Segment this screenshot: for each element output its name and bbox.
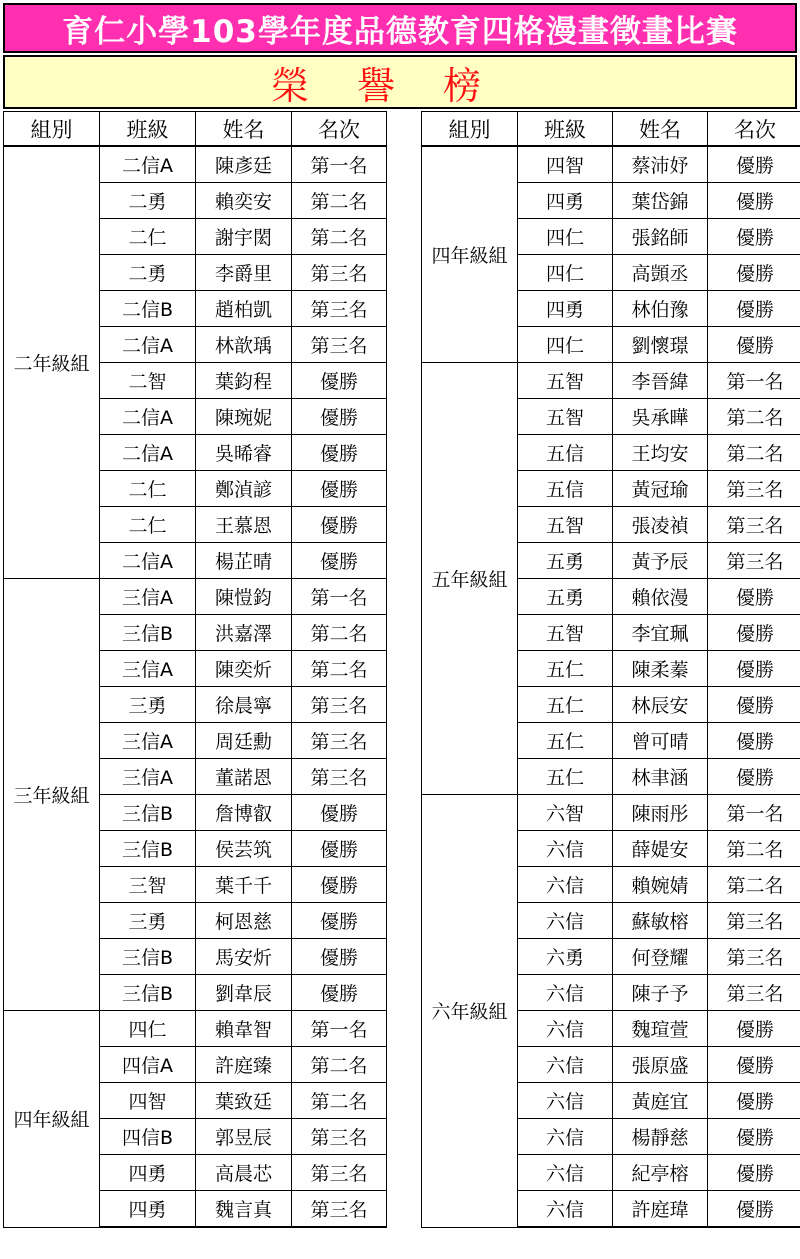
table-row bbox=[4, 903, 800, 939]
rank-cell: 第三名 bbox=[708, 471, 800, 507]
rank-cell: 優勝 bbox=[292, 543, 387, 579]
rank-cell: 第一名 bbox=[708, 363, 800, 399]
group-cell: 六年級組 bbox=[422, 795, 518, 1228]
class-cell: 三信B bbox=[100, 831, 196, 867]
column-gap bbox=[387, 903, 422, 939]
class-cell: 三信A bbox=[100, 759, 196, 795]
class-cell: 三信B bbox=[100, 615, 196, 651]
class-cell: 二勇 bbox=[100, 255, 196, 291]
name-cell: 黃庭宜 bbox=[613, 1083, 708, 1119]
name-cell: 周廷勳 bbox=[196, 723, 292, 759]
table-row bbox=[4, 831, 800, 867]
name-cell: 郭昱辰 bbox=[196, 1119, 292, 1155]
table-row bbox=[4, 579, 800, 615]
table-row bbox=[4, 1047, 800, 1083]
class-cell: 三智 bbox=[100, 867, 196, 903]
group-cell: 二年級組 bbox=[4, 146, 100, 579]
name-cell: 吳承曄 bbox=[613, 399, 708, 435]
group-cell: 三年級組 bbox=[4, 579, 100, 1011]
table-row bbox=[4, 1155, 800, 1191]
class-cell: 五信 bbox=[518, 435, 613, 471]
rank-cell: 優勝 bbox=[708, 759, 800, 795]
table-row bbox=[4, 435, 800, 471]
rank-cell: 第二名 bbox=[292, 1083, 387, 1119]
rank-cell: 第一名 bbox=[292, 146, 387, 183]
class-cell: 四信B bbox=[100, 1119, 196, 1155]
class-cell: 六信 bbox=[518, 1011, 613, 1047]
group-cell: 四年級組 bbox=[4, 1011, 100, 1228]
name-cell: 趙柏凱 bbox=[196, 291, 292, 327]
table-row bbox=[4, 615, 800, 651]
header-group: 組別 bbox=[422, 112, 518, 147]
table-row bbox=[4, 471, 800, 507]
name-cell: 葉致廷 bbox=[196, 1083, 292, 1119]
name-cell: 陳柔蓁 bbox=[613, 651, 708, 687]
rank-cell: 第三名 bbox=[708, 507, 800, 543]
table-row bbox=[4, 1119, 800, 1155]
table-row bbox=[4, 543, 800, 579]
rank-cell: 優勝 bbox=[292, 435, 387, 471]
table-row bbox=[4, 723, 800, 759]
name-cell: 王均安 bbox=[613, 435, 708, 471]
header-group: 組別 bbox=[4, 112, 100, 147]
name-cell: 賴韋智 bbox=[196, 1011, 292, 1047]
class-cell: 五智 bbox=[518, 615, 613, 651]
rank-cell: 第二名 bbox=[708, 831, 800, 867]
class-cell: 二仁 bbox=[100, 471, 196, 507]
class-cell: 五智 bbox=[518, 363, 613, 399]
rank-cell: 優勝 bbox=[708, 615, 800, 651]
column-gap bbox=[387, 219, 422, 255]
name-cell: 柯恩慈 bbox=[196, 903, 292, 939]
rank-cell: 優勝 bbox=[708, 219, 800, 255]
name-cell: 賴奕安 bbox=[196, 183, 292, 219]
class-cell: 五仁 bbox=[518, 759, 613, 795]
class-cell: 三信A bbox=[100, 579, 196, 615]
class-cell: 二智 bbox=[100, 363, 196, 399]
name-cell: 詹博叡 bbox=[196, 795, 292, 831]
name-cell: 林辰安 bbox=[613, 687, 708, 723]
column-gap bbox=[387, 1155, 422, 1191]
rank-cell: 優勝 bbox=[292, 471, 387, 507]
class-cell: 三信B bbox=[100, 975, 196, 1011]
column-gap bbox=[387, 399, 422, 435]
table-row bbox=[4, 146, 800, 183]
table-row bbox=[4, 327, 800, 363]
rank-cell: 第三名 bbox=[708, 543, 800, 579]
name-cell: 張凌禎 bbox=[613, 507, 708, 543]
name-cell: 陳彥廷 bbox=[196, 146, 292, 183]
page-title: 育仁小學103學年度品德教育四格漫畫徵畫比賽 bbox=[3, 3, 797, 53]
table-row bbox=[4, 507, 800, 543]
name-cell: 紀亭榕 bbox=[613, 1155, 708, 1191]
class-cell: 二仁 bbox=[100, 219, 196, 255]
rank-cell: 第三名 bbox=[292, 1119, 387, 1155]
column-gap bbox=[387, 975, 422, 1011]
class-cell: 六信 bbox=[518, 831, 613, 867]
rank-cell: 優勝 bbox=[708, 1155, 800, 1191]
table-row bbox=[4, 939, 800, 975]
name-cell: 鄭湞諺 bbox=[196, 471, 292, 507]
class-cell: 四信A bbox=[100, 1047, 196, 1083]
header-name: 姓名 bbox=[196, 112, 292, 147]
column-gap bbox=[387, 435, 422, 471]
name-cell: 許庭臻 bbox=[196, 1047, 292, 1083]
rank-cell: 第二名 bbox=[708, 399, 800, 435]
column-gap bbox=[387, 507, 422, 543]
table-row bbox=[4, 687, 800, 723]
class-cell: 五智 bbox=[518, 507, 613, 543]
name-cell: 陳琬妮 bbox=[196, 399, 292, 435]
name-cell: 陳子予 bbox=[613, 975, 708, 1011]
table-row bbox=[4, 399, 800, 435]
rank-cell: 優勝 bbox=[292, 975, 387, 1011]
name-cell: 蘇敏榕 bbox=[613, 903, 708, 939]
rank-cell: 第二名 bbox=[292, 615, 387, 651]
class-cell: 四勇 bbox=[100, 1155, 196, 1191]
name-cell: 陳愷鈞 bbox=[196, 579, 292, 615]
class-cell: 四仁 bbox=[518, 255, 613, 291]
name-cell: 楊芷晴 bbox=[196, 543, 292, 579]
rank-cell: 優勝 bbox=[292, 939, 387, 975]
rank-cell: 第三名 bbox=[292, 291, 387, 327]
table-row bbox=[4, 759, 800, 795]
column-gap bbox=[387, 146, 422, 183]
rank-cell: 第三名 bbox=[292, 1191, 387, 1228]
column-gap bbox=[387, 579, 422, 615]
table-row bbox=[4, 651, 800, 687]
name-cell: 楊靜慈 bbox=[613, 1119, 708, 1155]
rank-cell: 優勝 bbox=[708, 579, 800, 615]
group-cell: 四年級組 bbox=[422, 146, 518, 363]
class-cell: 六智 bbox=[518, 795, 613, 831]
class-cell: 四仁 bbox=[518, 327, 613, 363]
name-cell: 馬安炘 bbox=[196, 939, 292, 975]
class-cell: 四勇 bbox=[100, 1191, 196, 1228]
rank-cell: 第二名 bbox=[292, 1047, 387, 1083]
rank-cell: 第二名 bbox=[708, 867, 800, 903]
column-gap bbox=[387, 651, 422, 687]
rank-cell: 優勝 bbox=[708, 1047, 800, 1083]
honor-roll-heading: 榮譽榜 bbox=[3, 55, 797, 109]
rank-cell: 優勝 bbox=[708, 146, 800, 183]
name-cell: 侯芸筑 bbox=[196, 831, 292, 867]
rank-cell: 第三名 bbox=[708, 903, 800, 939]
column-gap bbox=[387, 723, 422, 759]
rank-cell: 第三名 bbox=[292, 1155, 387, 1191]
rank-cell: 優勝 bbox=[292, 903, 387, 939]
column-gap bbox=[387, 471, 422, 507]
rank-cell: 優勝 bbox=[292, 867, 387, 903]
class-cell: 二信A bbox=[100, 399, 196, 435]
rank-cell: 優勝 bbox=[292, 507, 387, 543]
rank-cell: 第一名 bbox=[292, 1011, 387, 1047]
name-cell: 何登耀 bbox=[613, 939, 708, 975]
rank-cell: 第一名 bbox=[292, 579, 387, 615]
column-gap bbox=[387, 1047, 422, 1083]
table-row bbox=[4, 1083, 800, 1119]
column-gap bbox=[387, 363, 422, 399]
rank-cell: 優勝 bbox=[708, 327, 800, 363]
name-cell: 陳奕炘 bbox=[196, 651, 292, 687]
rank-cell: 優勝 bbox=[292, 363, 387, 399]
rank-cell: 第二名 bbox=[292, 651, 387, 687]
rank-cell: 優勝 bbox=[708, 183, 800, 219]
class-cell: 六信 bbox=[518, 1047, 613, 1083]
table-row bbox=[4, 219, 800, 255]
class-cell: 三勇 bbox=[100, 903, 196, 939]
class-cell: 六信 bbox=[518, 975, 613, 1011]
name-cell: 葉鈞程 bbox=[196, 363, 292, 399]
class-cell: 六信 bbox=[518, 903, 613, 939]
class-cell: 三信B bbox=[100, 939, 196, 975]
rank-cell: 第二名 bbox=[292, 219, 387, 255]
column-gap bbox=[387, 255, 422, 291]
rank-cell: 優勝 bbox=[708, 1191, 800, 1228]
name-cell: 葉千千 bbox=[196, 867, 292, 903]
name-cell: 吳晞睿 bbox=[196, 435, 292, 471]
class-cell: 三勇 bbox=[100, 687, 196, 723]
table-row bbox=[4, 183, 800, 219]
column-gap bbox=[387, 1011, 422, 1047]
class-cell: 五勇 bbox=[518, 579, 613, 615]
class-cell: 五勇 bbox=[518, 543, 613, 579]
name-cell: 魏言真 bbox=[196, 1191, 292, 1228]
name-cell: 林聿涵 bbox=[613, 759, 708, 795]
column-gap bbox=[387, 1119, 422, 1155]
class-cell: 三信B bbox=[100, 795, 196, 831]
rank-cell: 優勝 bbox=[708, 255, 800, 291]
rank-cell: 優勝 bbox=[708, 723, 800, 759]
class-cell: 六信 bbox=[518, 867, 613, 903]
name-cell: 黃予辰 bbox=[613, 543, 708, 579]
table-row bbox=[4, 255, 800, 291]
class-cell: 六信 bbox=[518, 1083, 613, 1119]
rank-cell: 第二名 bbox=[292, 183, 387, 219]
class-cell: 四仁 bbox=[100, 1011, 196, 1047]
name-cell: 賴婉婧 bbox=[613, 867, 708, 903]
header-rank: 名次 bbox=[292, 112, 387, 147]
class-cell: 六信 bbox=[518, 1191, 613, 1228]
rank-cell: 第二名 bbox=[708, 435, 800, 471]
rank-cell: 第一名 bbox=[708, 795, 800, 831]
header-class: 班級 bbox=[518, 112, 613, 147]
column-gap bbox=[387, 939, 422, 975]
name-cell: 張原盛 bbox=[613, 1047, 708, 1083]
name-cell: 賴依漫 bbox=[613, 579, 708, 615]
rank-cell: 第三名 bbox=[292, 759, 387, 795]
name-cell: 張銘師 bbox=[613, 219, 708, 255]
class-cell: 六勇 bbox=[518, 939, 613, 975]
rank-cell: 優勝 bbox=[708, 1083, 800, 1119]
name-cell: 李宜珮 bbox=[613, 615, 708, 651]
rank-cell: 優勝 bbox=[708, 1119, 800, 1155]
class-cell: 四勇 bbox=[518, 291, 613, 327]
class-cell: 六信 bbox=[518, 1119, 613, 1155]
rank-cell: 優勝 bbox=[708, 1011, 800, 1047]
class-cell: 二仁 bbox=[100, 507, 196, 543]
rank-cell: 第三名 bbox=[292, 687, 387, 723]
class-cell: 二信A bbox=[100, 327, 196, 363]
rank-cell: 優勝 bbox=[708, 291, 800, 327]
class-cell: 四智 bbox=[100, 1083, 196, 1119]
name-cell: 魏瑄萱 bbox=[613, 1011, 708, 1047]
table-row bbox=[4, 1191, 800, 1228]
name-cell: 蔡沛妤 bbox=[613, 146, 708, 183]
name-cell: 高顗丞 bbox=[613, 255, 708, 291]
name-cell: 李爵里 bbox=[196, 255, 292, 291]
class-cell: 四仁 bbox=[518, 219, 613, 255]
column-gap bbox=[387, 291, 422, 327]
name-cell: 林歆瑀 bbox=[196, 327, 292, 363]
class-cell: 六信 bbox=[518, 1155, 613, 1191]
column-gap bbox=[387, 1083, 422, 1119]
class-cell: 五仁 bbox=[518, 723, 613, 759]
column-gap bbox=[387, 327, 422, 363]
class-cell: 五仁 bbox=[518, 687, 613, 723]
column-gap bbox=[387, 543, 422, 579]
table-row bbox=[4, 1011, 800, 1047]
name-cell: 葉岱錦 bbox=[613, 183, 708, 219]
name-cell: 謝宇閎 bbox=[196, 219, 292, 255]
class-cell: 五仁 bbox=[518, 651, 613, 687]
name-cell: 劉懷璟 bbox=[613, 327, 708, 363]
name-cell: 黃冠瑜 bbox=[613, 471, 708, 507]
rank-cell: 第三名 bbox=[292, 723, 387, 759]
class-cell: 五智 bbox=[518, 399, 613, 435]
class-cell: 二信A bbox=[100, 543, 196, 579]
table-row bbox=[4, 291, 800, 327]
header-rank: 名次 bbox=[708, 112, 800, 147]
name-cell: 劉韋辰 bbox=[196, 975, 292, 1011]
class-cell: 五信 bbox=[518, 471, 613, 507]
name-cell: 洪嘉澤 bbox=[196, 615, 292, 651]
class-cell: 二信A bbox=[100, 146, 196, 183]
name-cell: 董諾恩 bbox=[196, 759, 292, 795]
name-cell: 李晉緯 bbox=[613, 363, 708, 399]
class-cell: 二信A bbox=[100, 435, 196, 471]
name-cell: 王慕恩 bbox=[196, 507, 292, 543]
rank-cell: 優勝 bbox=[708, 687, 800, 723]
column-gap bbox=[387, 687, 422, 723]
name-cell: 薛媞安 bbox=[613, 831, 708, 867]
rank-cell: 第三名 bbox=[708, 939, 800, 975]
class-cell: 三信A bbox=[100, 723, 196, 759]
rank-cell: 優勝 bbox=[292, 795, 387, 831]
column-gap bbox=[387, 867, 422, 903]
name-cell: 徐晨寧 bbox=[196, 687, 292, 723]
class-cell: 二勇 bbox=[100, 183, 196, 219]
class-cell: 四智 bbox=[518, 146, 613, 183]
header-name: 姓名 bbox=[613, 112, 708, 147]
column-gap bbox=[387, 183, 422, 219]
column-gap bbox=[387, 615, 422, 651]
results-body bbox=[4, 146, 800, 1227]
table-row bbox=[4, 363, 800, 399]
column-gap bbox=[387, 1191, 422, 1228]
column-gap bbox=[387, 831, 422, 867]
group-cell: 五年級組 bbox=[422, 363, 518, 795]
rank-cell: 優勝 bbox=[292, 831, 387, 867]
column-gap bbox=[387, 759, 422, 795]
table-row bbox=[4, 975, 800, 1011]
column-gap bbox=[387, 795, 422, 831]
class-cell: 二信B bbox=[100, 291, 196, 327]
rank-cell: 優勝 bbox=[292, 399, 387, 435]
name-cell: 曾可晴 bbox=[613, 723, 708, 759]
class-cell: 四勇 bbox=[518, 183, 613, 219]
rank-cell: 第三名 bbox=[708, 975, 800, 1011]
results-table bbox=[3, 111, 800, 1228]
rank-cell: 第三名 bbox=[292, 255, 387, 291]
name-cell: 林伯豫 bbox=[613, 291, 708, 327]
table-row bbox=[4, 867, 800, 903]
column-gap bbox=[387, 112, 422, 147]
name-cell: 陳雨彤 bbox=[613, 795, 708, 831]
rank-cell: 優勝 bbox=[708, 651, 800, 687]
rank-cell: 第三名 bbox=[292, 327, 387, 363]
class-cell: 三信A bbox=[100, 651, 196, 687]
name-cell: 許庭瑋 bbox=[613, 1191, 708, 1228]
table-row bbox=[4, 795, 800, 831]
name-cell: 高晨芯 bbox=[196, 1155, 292, 1191]
table-header-row bbox=[4, 112, 800, 147]
header-class: 班級 bbox=[100, 112, 196, 147]
